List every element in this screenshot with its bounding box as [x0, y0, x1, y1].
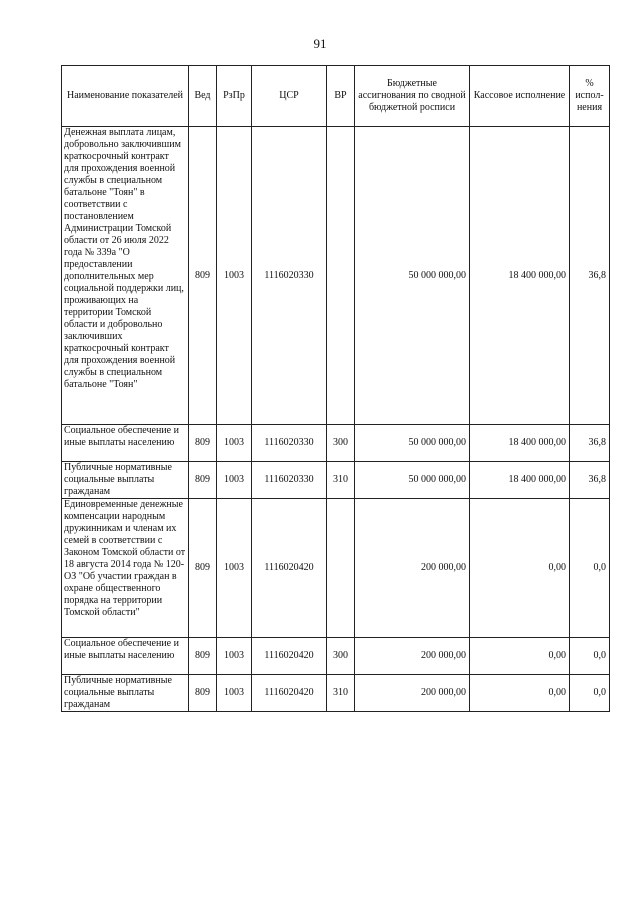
table-row	[62, 425, 610, 462]
header-rzpr: РзПр	[217, 66, 252, 127]
row-name: Социальное обеспечение и иные выплаты населению	[62, 425, 189, 462]
row-percent: 0,0	[570, 638, 610, 675]
table-row	[62, 499, 610, 638]
row-budget: 200 000,00	[355, 499, 470, 638]
row-rzpr: 1003	[217, 638, 252, 675]
row-ved: 809	[189, 499, 217, 638]
row-ved: 809	[189, 675, 217, 712]
row-vr: 310	[327, 462, 355, 499]
row-name: Публичные нормативные социальные выплаты гражданам	[62, 462, 189, 499]
row-csr: 1116020330	[252, 127, 327, 425]
row-rzpr: 1003	[217, 499, 252, 638]
page-number: 91	[313, 36, 327, 51]
row-cash: 18 400 000,00	[470, 425, 570, 462]
row-vr: 310	[327, 675, 355, 712]
header-percent: % испол-нения	[570, 66, 610, 127]
row-budget: 50 000 000,00	[355, 462, 470, 499]
row-percent: 0,0	[570, 499, 610, 638]
budget-execution-table	[61, 65, 610, 712]
row-cash: 0,00	[470, 675, 570, 712]
row-budget: 200 000,00	[355, 675, 470, 712]
row-csr: 1116020420	[252, 638, 327, 675]
row-name: Публичные нормативные социальные выплаты гражданам	[62, 675, 189, 712]
table-row	[62, 638, 610, 675]
row-name: Денежная выплата лицам, добровольно заключившим краткосрочный контракт для прохождения военной службы в специальном батальоне "Тоян" в соответствии с постановлением Администрации Томской области от 26 июля 2022 года № 339а "О предоставлении дополнительных мер социальной поддержки лиц, проживающих на территории Томской области и добровольно заключивших краткосрочный контракт для прохождения военной службы в специальном батальоне "Тоян"	[62, 127, 189, 425]
row-ved: 809	[189, 127, 217, 425]
header-cash: Кассовое исполнение	[470, 66, 570, 127]
row-cash: 0,00	[470, 638, 570, 675]
table-row	[62, 675, 610, 712]
row-rzpr: 1003	[217, 675, 252, 712]
table-header-row	[62, 66, 610, 127]
row-csr: 1116020420	[252, 499, 327, 638]
row-rzpr: 1003	[217, 462, 252, 499]
row-budget: 50 000 000,00	[355, 425, 470, 462]
row-ved: 809	[189, 638, 217, 675]
row-percent: 36,8	[570, 462, 610, 499]
row-cash: 18 400 000,00	[470, 127, 570, 425]
row-cash: 0,00	[470, 499, 570, 638]
row-rzpr: 1003	[217, 425, 252, 462]
table-row	[62, 462, 610, 499]
row-percent: 36,8	[570, 425, 610, 462]
row-csr: 1116020420	[252, 675, 327, 712]
row-name: Социальное обеспечение и иные выплаты населению	[62, 638, 189, 675]
header-ved: Вед	[189, 66, 217, 127]
row-vr	[327, 127, 355, 425]
row-budget: 200 000,00	[355, 638, 470, 675]
row-name: Единовременные денежные компенсации народным дружинникам и членам их семей в соответствии с Законом Томской области от 18 августа 2014 года № 120-ОЗ "Об участии граждан в охране общественного порядка на территории Томской области"	[62, 499, 189, 638]
header-budget: Бюджетные ассигнования по сводной бюджетной росписи	[355, 66, 470, 127]
header-name: Наименование показателей	[62, 66, 189, 127]
row-percent: 36,8	[570, 127, 610, 425]
row-vr: 300	[327, 638, 355, 675]
row-budget: 50 000 000,00	[355, 127, 470, 425]
row-percent: 0,0	[570, 675, 610, 712]
row-csr: 1116020330	[252, 462, 327, 499]
row-cash: 18 400 000,00	[470, 462, 570, 499]
table-row	[62, 127, 610, 425]
row-ved: 809	[189, 425, 217, 462]
row-vr	[327, 499, 355, 638]
row-ved: 809	[189, 462, 217, 499]
header-vr: ВР	[327, 66, 355, 127]
row-vr: 300	[327, 425, 355, 462]
header-csr: ЦСР	[252, 66, 327, 127]
row-rzpr: 1003	[217, 127, 252, 425]
row-csr: 1116020330	[252, 425, 327, 462]
